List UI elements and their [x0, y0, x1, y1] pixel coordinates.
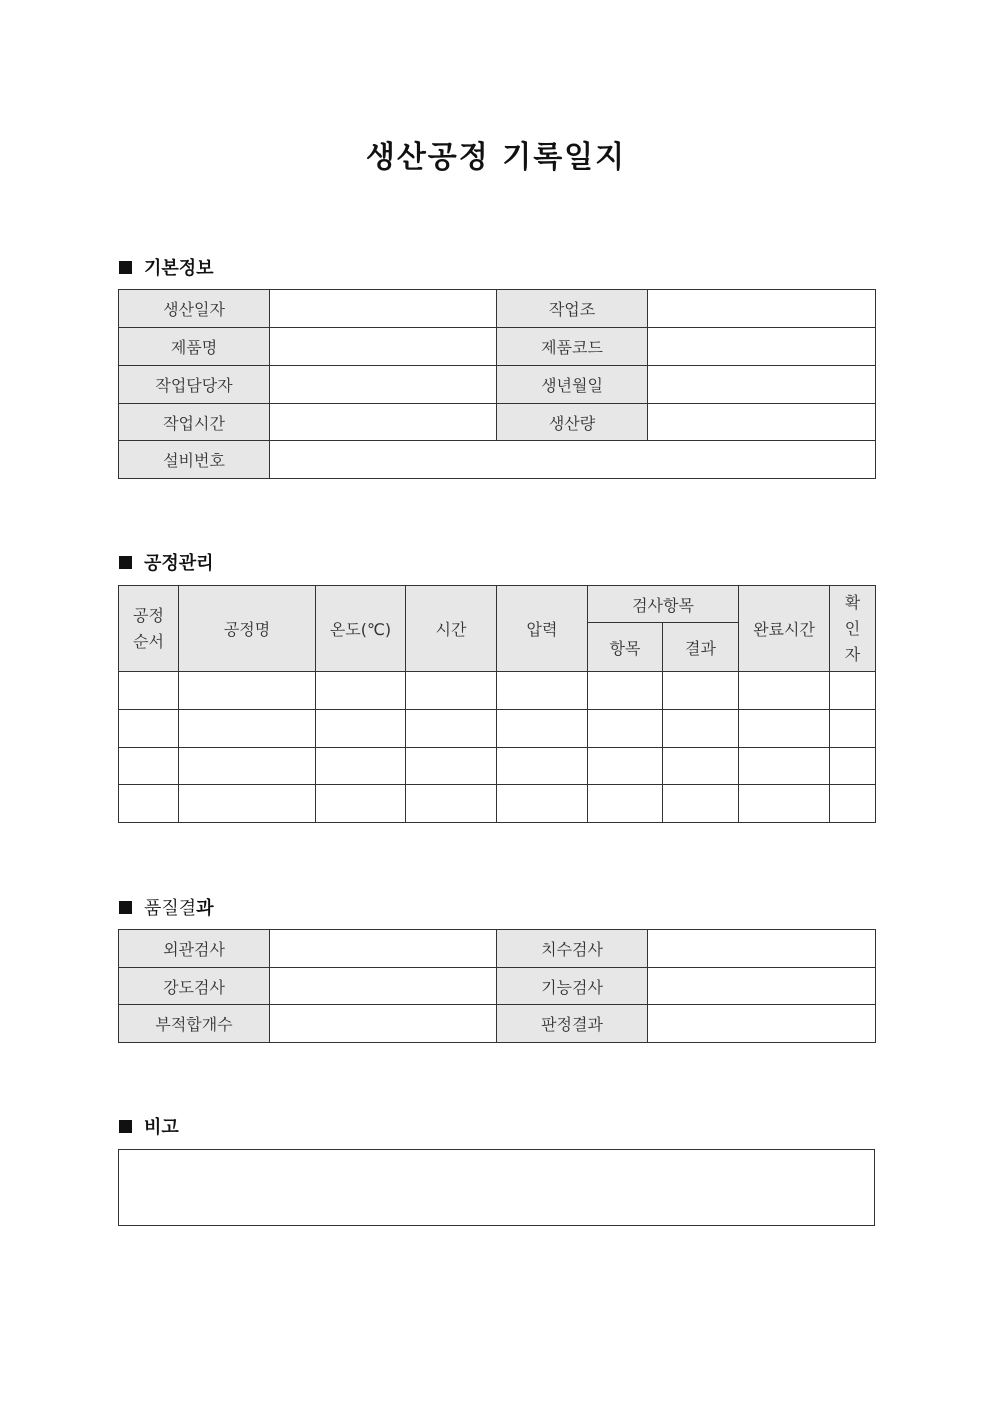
defect-count-label: 부적합개수: [119, 1005, 270, 1043]
dimension-field[interactable]: [648, 930, 876, 968]
process-cell[interactable]: [497, 710, 588, 748]
inspection-header: 검사항목: [588, 586, 739, 623]
function-field[interactable]: [648, 968, 876, 1005]
product-name-field[interactable]: [270, 328, 497, 366]
confirmer-header-line2: 인: [844, 618, 861, 638]
process-cell[interactable]: [497, 672, 588, 710]
birth-date-label: 생년월일: [497, 366, 648, 404]
strength-field[interactable]: [270, 968, 497, 1005]
process-cell[interactable]: [739, 748, 830, 785]
process-cell[interactable]: [179, 748, 316, 785]
process-cell[interactable]: [588, 710, 663, 748]
product-name-label: 제품명: [119, 328, 270, 366]
production-qty-field[interactable]: [648, 404, 876, 441]
process-cell[interactable]: [663, 785, 739, 823]
worker-field[interactable]: [270, 366, 497, 404]
process-cell[interactable]: [179, 672, 316, 710]
quality-heading-label-part2: 과: [196, 898, 214, 919]
temperature-header: 온도(℃): [316, 586, 406, 672]
remarks-heading: [119, 1113, 179, 1139]
production-qty-label: 생산량: [497, 404, 648, 441]
quality-heading: [119, 894, 214, 920]
process-cell[interactable]: [316, 748, 406, 785]
table-row: [119, 1150, 875, 1226]
product-code-label: 제품코드: [497, 328, 648, 366]
table-row: [119, 968, 876, 1005]
verdict-label: 판정결과: [497, 1005, 648, 1043]
worker-label: 작업담당자: [119, 366, 270, 404]
work-shift-field[interactable]: [648, 290, 876, 328]
process-cell[interactable]: [316, 672, 406, 710]
process-cell[interactable]: [119, 672, 179, 710]
process-header-row: [119, 586, 876, 623]
work-time-label: 작업시간: [119, 404, 270, 441]
process-cell[interactable]: [179, 785, 316, 823]
process-cell[interactable]: [739, 785, 830, 823]
process-cell[interactable]: [663, 748, 739, 785]
equipment-no-label: 설비번호: [119, 441, 270, 479]
square-bullet-icon: [119, 901, 132, 914]
table-row: [119, 748, 876, 785]
basic-info-heading: [119, 254, 214, 280]
remarks-field[interactable]: [119, 1150, 875, 1226]
product-code-field[interactable]: [648, 328, 876, 366]
process-cell[interactable]: [588, 672, 663, 710]
confirmer-header-line1: 확: [844, 592, 861, 612]
process-cell[interactable]: [739, 710, 830, 748]
birth-date-field[interactable]: [648, 366, 876, 404]
square-bullet-icon: [119, 556, 132, 569]
inspection-item-header: 항목: [588, 623, 663, 672]
confirmer-header: [830, 586, 876, 672]
process-cell[interactable]: [316, 785, 406, 823]
process-cell[interactable]: [316, 710, 406, 748]
process-order-header: [119, 586, 179, 672]
equipment-no-field[interactable]: [270, 441, 876, 479]
process-cell[interactable]: [497, 748, 588, 785]
completion-time-header: 완료시간: [739, 586, 830, 672]
process-cell[interactable]: [830, 672, 876, 710]
process-cell[interactable]: [830, 748, 876, 785]
defect-count-field[interactable]: [270, 1005, 497, 1043]
process-cell[interactable]: [830, 785, 876, 823]
process-cell[interactable]: [119, 748, 179, 785]
pressure-header: 압력: [497, 586, 588, 672]
inspection-result-header: 결과: [663, 623, 739, 672]
remarks-table: [118, 1149, 875, 1226]
process-cell[interactable]: [497, 785, 588, 823]
time-header: 시간: [406, 586, 497, 672]
quality-table: [118, 929, 876, 1043]
process-name-header: 공정명: [179, 586, 316, 672]
table-row: [119, 1005, 876, 1043]
process-cell[interactable]: [588, 748, 663, 785]
square-bullet-icon: [119, 261, 132, 274]
function-label: 기능검사: [497, 968, 648, 1005]
table-row: [119, 710, 876, 748]
process-cell[interactable]: [406, 748, 497, 785]
process-cell[interactable]: [830, 710, 876, 748]
table-row: [119, 328, 876, 366]
quality-heading-label-part1: 품질결: [144, 898, 197, 919]
table-row: [119, 366, 876, 404]
page-title: 생산공정 기록일지: [365, 140, 627, 175]
table-row: [119, 930, 876, 968]
process-cell[interactable]: [406, 672, 497, 710]
appearance-field[interactable]: [270, 930, 497, 968]
process-cell[interactable]: [406, 785, 497, 823]
process-cell[interactable]: [588, 785, 663, 823]
process-table: [118, 585, 876, 823]
basic-info-heading-label: 기본정보: [144, 258, 214, 279]
appearance-label: 외관검사: [119, 930, 270, 968]
verdict-field[interactable]: [648, 1005, 876, 1043]
basic-info-table: [118, 289, 876, 479]
production-date-label: 생산일자: [119, 290, 270, 328]
process-cell[interactable]: [179, 710, 316, 748]
process-cell[interactable]: [119, 785, 179, 823]
work-shift-label: 작업조: [497, 290, 648, 328]
table-row: [119, 290, 876, 328]
strength-label: 강도검사: [119, 968, 270, 1005]
table-row: [119, 785, 876, 823]
process-cell[interactable]: [663, 710, 739, 748]
production-date-field[interactable]: [270, 290, 497, 328]
work-time-field[interactable]: [270, 404, 497, 441]
process-order-header-line1: 공정: [133, 605, 164, 625]
confirmer-header-line3: 자: [844, 644, 861, 664]
process-order-header-line2: 순서: [133, 631, 164, 651]
process-heading: [119, 549, 214, 575]
table-row: [119, 441, 876, 479]
dimension-label: 치수검사: [497, 930, 648, 968]
process-cell[interactable]: [119, 710, 179, 748]
process-heading-label: 공정관리: [144, 553, 214, 574]
process-cell[interactable]: [739, 672, 830, 710]
table-row: [119, 672, 876, 710]
remarks-heading-label: 비고: [144, 1117, 179, 1138]
process-cell[interactable]: [663, 672, 739, 710]
process-cell[interactable]: [406, 710, 497, 748]
table-row: [119, 404, 876, 441]
square-bullet-icon: [119, 1120, 132, 1133]
